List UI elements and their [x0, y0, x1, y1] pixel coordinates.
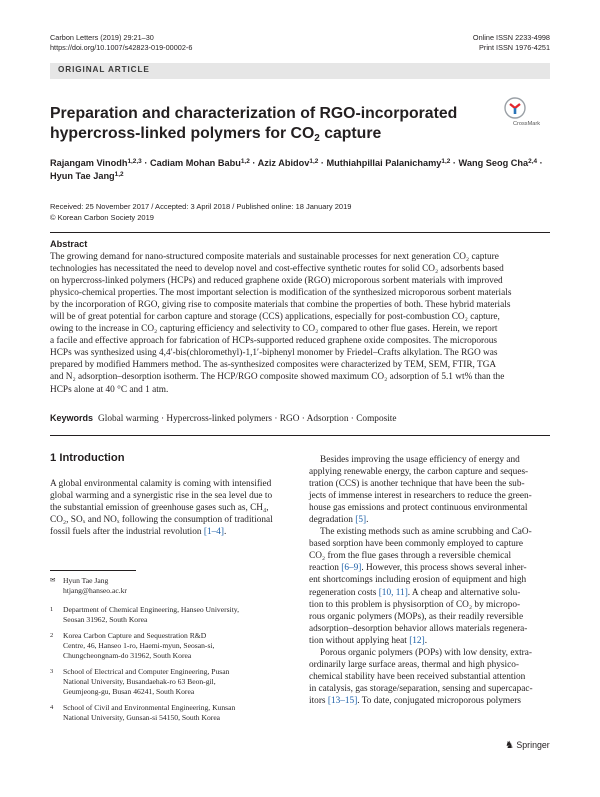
divider [50, 232, 550, 233]
journal-citation: Carbon Letters (2019) 29:21–30 [50, 33, 154, 42]
springer-horse-icon: ♞ [505, 740, 514, 751]
citation-link[interactable]: [6–9] [341, 563, 362, 574]
intro-right-paragraph-2: The existing methods such as amine scrubbing and CaO- based sorption have been commonly employed to capture CO₂ from the flue gases through a reversible chemical reaction [6–9]. However, this process shows several inher- ent shortcomings including erosion of equipment and high regeneration costs [10, 11]. A cheap and alternative solu- tion to this problem is physisorption of CO₂ by micropo- rous organic polymers (MOPs), as their readily reversible adsorption–desorption behavior allows materials regenera- tion without applying heat [12]. [309, 527, 532, 646]
citation-link[interactable]: [1–4] [203, 527, 225, 538]
article-type: ORIGINAL ARTICLE [58, 65, 150, 74]
author-name[interactable]: Wang Seog Cha [458, 158, 529, 168]
keywords-text: Global warming · Hypercross-linked polymers · RGO · Adsorption · Composite [98, 414, 397, 424]
intro-right-column [309, 454, 550, 707]
abstract-heading: Abstract [50, 239, 88, 249]
doi-link[interactable]: https://doi.org/10.1007/s42823-019-00002-6 [50, 43, 193, 52]
publisher-logo: ♞ Springer [505, 740, 550, 751]
article-type-band [50, 63, 550, 79]
keywords-label: Keywords [50, 413, 94, 423]
author-list: Rajangam Vinodh$^{1,2,3}$ · Cadiam Mohan Babu$^{1,2}$ · Aziz Abidov$^{1,2}$ · Muthiahpillai Palanichamy$^{1,2}$ · Wang Seog Cha$^{2,4}$ · Hyun Tae Jang$^{1,2}$ [50, 158, 543, 181]
author-name[interactable]: Muthiahpillai Palanichamy [326, 158, 442, 168]
citation-link[interactable]: [13–15] [327, 695, 358, 706]
author-name[interactable]: Hyun Tae Jang [50, 171, 115, 181]
article-title: Preparation and characterization of RGO-incorporated hypercross-linked polymers for $CO_2$ capture [50, 105, 458, 144]
corresponding-email[interactable]: htjang@hanseo.ac.kr [63, 586, 127, 596]
online-issn: Online ISSN 2233-4998 [472, 33, 550, 42]
crossmark-icon [504, 97, 526, 119]
intro-right-paragraph-3: Porous organic polymers (POPs) with low density, extra- ordinarily large surface areas, thermal and high physico- chemical stability have been received substantial attention in catalysis, gas storage/separation, sensing and supercapac- itors [13–15]. To date, conjugated microporous polymers [309, 647, 533, 706]
author-name[interactable]: Rajangam Vinodh [50, 158, 128, 168]
crossmark-label: CrossMark [513, 121, 541, 127]
divider [50, 435, 550, 436]
intro-right-paragraph-1: Besides improving the usage efficiency of energy and applying renewable energy, the carbon capture and seques- tration (CCS) is another technique that have been the sub- jects of immense interest in researchers to reduce the green- house gas emissions and protect continuous environmental degradation [5]. [309, 455, 532, 526]
publication-dates: Received: 25 November 2017 / Accepted: 3 April 2018 / Published online: 18 January 2019 © Korean Carbon Society 2019 [50, 202, 352, 222]
citation-link[interactable]: [12] [409, 635, 425, 646]
author-name[interactable]: Cadiam Mohan Babu [149, 158, 241, 168]
intro-left-paragraph: A global environmental calamity is coming with intensified global warming and a synergistic rise in the sea level due to the substantial emission of greenhouse gases such as, CH₄, CO₂, SOₓ and NOₓ following the consumption of traditional fossil fuels after the industrial revolution [1–4]. [50, 479, 273, 538]
citation-link[interactable]: [10, 11] [378, 587, 408, 598]
print-issn: Print ISSN 1976-4251 [479, 43, 550, 52]
section-heading-introduction: 1 Introduction [50, 452, 125, 464]
author-name[interactable]: Aziz Abidov [257, 158, 310, 168]
crossmark-badge[interactable] [504, 97, 550, 127]
abstract-body: The growing demand for nano-structured composite materials and sustainable processes for next generation CO₂ capture technologies has necessitated the need to develop novel and cost-effective synthetic routes for solid CO₂ adsorbents based on hypercross-linked polymers (HCPs) and reduced graphene oxide (RGO) microporous sorbent materials with improved physico-chemical properties. The most important selection is modification of the synthesized microporous sorbent materials by the incorporation of RGO, giving rise to composite materials that combine the properties of both. These hybrid materials will be of great potential for carbon capture and storage (CCS) applications, especially for post-combustion CO₂ capture, owing to the increase in CO₂ capturing efficiency and selectivity to CO₂ compared to other flue gases. Herein, we report a facile and effective approach for fabrication of HCPs-supported reduced graphene oxide composites. The microporous HCPs was synthesized using 4,4′-bis(chloromethyl)-1,1′-biphenyl monomer by Friedel–Crafts alkylation. The RGO was prepared by modified Hammers method. The as-synthesized composites were characterized by TEM, SEM, FTIR, TGA and N₂ adsorption–desorption isotherm. The HCP/RGO composite showed maximum CO₂ adsorption of 5.1 wt% than the HCPs alone at 40 °C and 1 atm. [50, 252, 512, 395]
keywords [50, 412, 550, 425]
footnote-rule [50, 570, 136, 571]
citation-link[interactable]: [5] [355, 515, 367, 526]
corresponding-author: Hyun Tae Jang [63, 576, 109, 585]
envelope-icon: ✉ [50, 577, 56, 584]
